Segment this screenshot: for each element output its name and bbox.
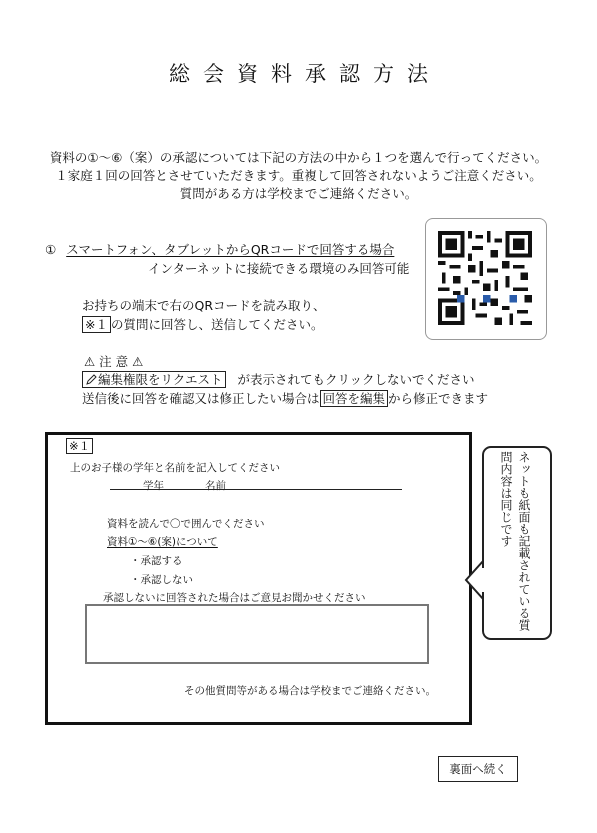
sample-ref — [66, 438, 93, 454]
option-approve: ・承認する — [130, 555, 183, 567]
name-label: 名前 — [205, 480, 226, 492]
ref-mark: ※１ — [82, 316, 111, 333]
sample-footer: その他質問等がある場合は学校までご連絡ください。 — [184, 685, 436, 697]
sample-question-2: 資料を読んで〇で囲んでください — [107, 518, 265, 530]
bubble-text: ネットも紙面も記載されている質問内容は同じです — [499, 451, 531, 631]
next-page-label: 裏面へ続く — [438, 756, 518, 782]
method-step-1: お持ちの端末で右のQRコードを読み取り、 — [82, 298, 326, 313]
caution-line-2-post: から修正できます — [388, 391, 489, 406]
intro-line-3: 質問がある方は学校までご連絡ください。 — [179, 186, 418, 201]
method-step-2-text: の質問に回答し、送信してください。 — [110, 317, 324, 332]
qr-code-icon[interactable] — [438, 231, 532, 325]
caution-line-2-pre: 送信後に回答を確認又は修正したい場合は — [82, 391, 320, 406]
grade-label: 学年 — [143, 480, 164, 492]
method-heading: スマートフォン、タブレットからQRコードで回答する場合 — [66, 242, 395, 257]
opinion-textarea — [85, 604, 429, 664]
caution-line-1 — [82, 370, 475, 388]
sample-question-3: 承認しないに回答された場合はご意見お聞かせください — [103, 592, 366, 604]
option-disapprove: ・承認しない — [130, 574, 193, 586]
method-note: インターネットに接続できる環境のみ回答可能 — [148, 261, 410, 276]
edit-request-button — [82, 371, 226, 388]
method-number: ① — [45, 242, 57, 257]
sample-question-1: 上のお子様の学年と名前を記入してください — [70, 462, 280, 474]
name-underline — [110, 489, 402, 490]
intro-line-2: １家庭１回の回答とさせていただきます。重複して回答されないようご注意ください。 — [55, 168, 542, 183]
page-title: 総会資料承認方法 — [169, 62, 441, 86]
method-step-2 — [82, 315, 324, 333]
intro-line-1: 資料の①～⑥（案）の承認については下記の方法の中から１つを選んで行ってください。 — [49, 150, 548, 165]
method-heading-row — [45, 240, 394, 258]
sample-form-box — [45, 432, 472, 725]
edit-request-label: 編集権限をリクエスト — [98, 372, 223, 387]
sample-question-2-sub: 資料①～⑥(案)について — [107, 536, 218, 548]
bubble-pointer-mask — [480, 568, 486, 592]
sample-ref-mark: ※１ — [66, 438, 93, 454]
caution-line-2 — [82, 389, 488, 407]
pencil-icon — [85, 373, 98, 386]
edit-answer-button: 回答を編集 — [320, 390, 389, 407]
caution-title: ⚠ 注 意 ⚠ — [84, 354, 144, 369]
caution-line-1-text: が表示されてもクリックしないでください — [237, 372, 475, 387]
